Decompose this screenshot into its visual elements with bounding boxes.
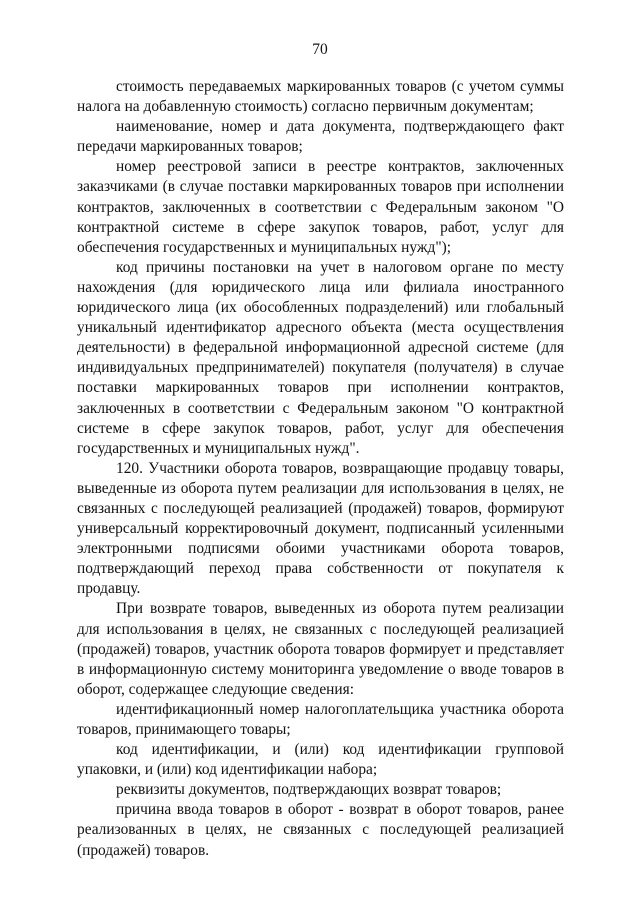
paragraph-registry-record: номер реестровой записи в реестре контрактов, заключенных заказчиками (в случае поставки маркированных товаров при исполнении контрактов, заключенных в соответствии с Федеральным законом "О контрактной системе в сфере закупок товаров, работ, услуг для обеспечения государственных и муниципальных нужд"); xyxy=(77,158,564,256)
paragraph-entry-reason: причина ввода товаров в оборот - возврат в оборот товаров, ранее реализованных в целях, не связанных с последующей реализацией (продажей) товаров. xyxy=(77,801,564,859)
paragraph-return-notice: При возврате товаров, выведенных из оборота путем реализации для использования в целях, не связанных с последующей реализацией (продажей) товаров, участник оборота товаров формирует и представляет в информационную систему мониторинга уведомление о вводе товаров в оборот, содержащее следующие сведения: xyxy=(77,600,564,698)
page-number: 70 xyxy=(312,41,328,58)
paragraph-clause-120: 120. Участники оборота товаров, возвращающие продавцу товары, выведенные из оборота путем реализации для использования в целях, не связанных с последующей реализацией (продажей) товаров, формируют универсальный корректировочный документ, подписанный усиленными электронными подписями обоими участниками оборота товаров, подтверждающий переход права собственности от покупателя к продавцу. xyxy=(77,459,564,598)
paragraph-registration-code: код причины постановки на учет в налоговом органе по месту нахождения (для юридического лица или филиала иностранного юридического лица (их обособленных подразделений) или глобальный уникальный идентификатор адресного объекта (места осуществления деятельности) в федеральной информационной адресной системе (для индивидуальных предпринимателей) покупателя (получателя) в случае поставки маркированных товаров при исполнении контрактов, заключенных в соответствии с Федеральным законом "О контрактной системе в сфере закупок товаров, работ, услуг для обеспечения государственных и муниципальных нужд". xyxy=(77,258,564,457)
paragraph-document-details: наименование, номер и дата документа, подтверждающего факт передачи маркированных товаров; xyxy=(77,118,564,156)
paragraph-return-documents: реквизиты документов, подтверждающих возврат товаров; xyxy=(116,781,502,799)
paragraph-identification-code: код идентификации, и (или) код идентификации групповой упаковки, и (или) код идентификации набора; xyxy=(77,741,564,779)
paragraph-cost: стоимость передаваемых маркированных товаров (с учетом суммы налога на добавленную стоимость) согласно первичным документам; xyxy=(77,78,564,116)
paragraph-taxpayer-id: идентификационный номер налогоплательщика участника оборота товаров, принимающего товары; xyxy=(77,700,564,738)
document-body xyxy=(77,77,564,861)
